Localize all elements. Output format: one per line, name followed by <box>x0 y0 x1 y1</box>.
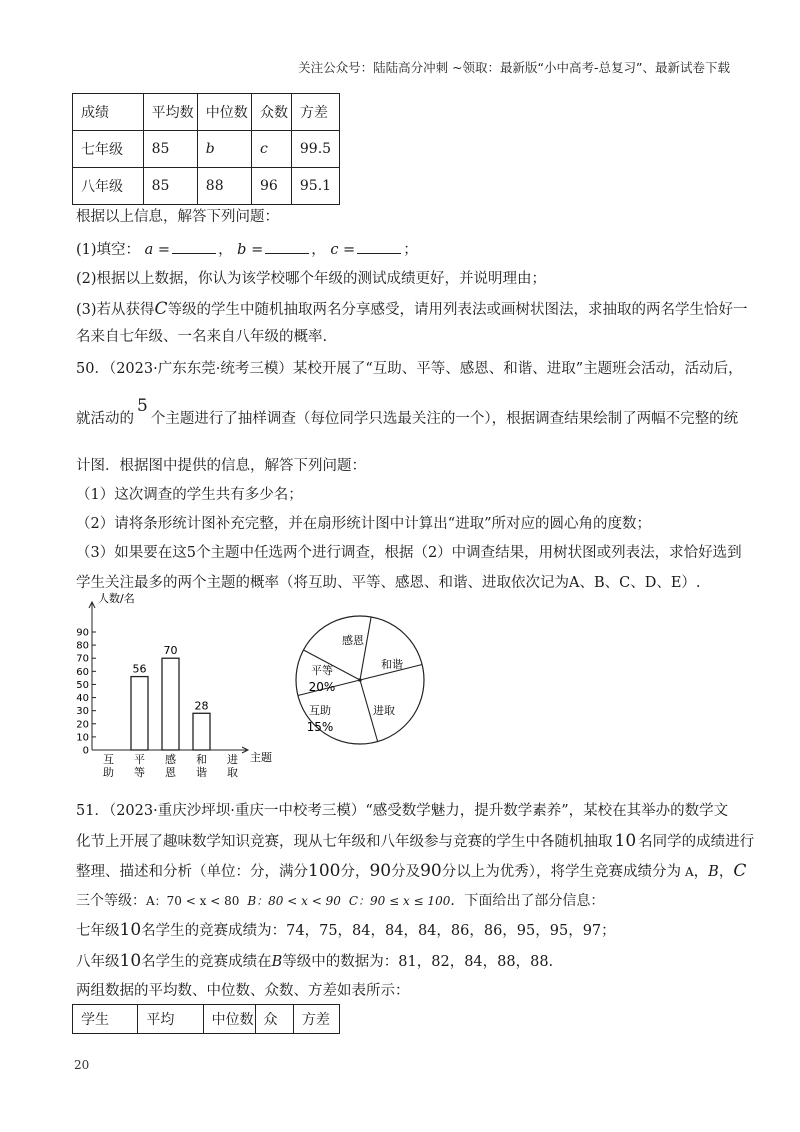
q51-line3-b: 分， <box>340 864 370 880</box>
q51-line2-b: 名同学的成绩进行 <box>638 834 755 850</box>
answer-blank-b <box>265 239 309 254</box>
table-header-row <box>73 94 340 131</box>
table-header-cell: 平均数 <box>143 94 197 131</box>
q51-line5 <box>76 920 616 941</box>
pie-slice-label: 和谐 <box>381 658 403 671</box>
q51-line4-a: 三个等级： <box>76 893 146 909</box>
q51-line3-c: 分及 <box>391 864 421 880</box>
q50-sub2: （2）请将条形统计图补充完整，并在扇形统计图中计算出“进取”所对应的圆心角的度数； <box>76 516 652 532</box>
x-category-label: 和谐 <box>196 753 207 779</box>
table-cell: 八年级 <box>73 168 144 205</box>
pie-percent-label: 20% <box>308 680 336 694</box>
bar-value-label: 70 <box>163 644 178 658</box>
q49-a-label: a = <box>144 242 171 258</box>
q49-part1-end: ； <box>403 242 418 258</box>
pie-slice-label: 互助 <box>309 704 331 717</box>
y-tick-label: 10 <box>76 732 89 744</box>
q51-line3-num3: 90 <box>420 861 442 881</box>
table-cell: 七年级 <box>73 131 144 168</box>
table-header-cell: 方差 <box>293 1005 339 1034</box>
q51-line6-a: 八年级 <box>76 954 120 970</box>
q50-line3: 计图．根据图中提供的信息，解答下列问题： <box>76 458 366 474</box>
page-header: 关注公众号：陆陆高分冲刺 ~领取：最新版“小中高考-总复习”、最新试卷下载 <box>298 60 730 75</box>
q51-line3-a: 整理、描述和分析（单位：分，满分 <box>76 864 308 880</box>
bar-value-label: 56 <box>132 662 147 676</box>
q51-grade-C: C：90 ≤ x ≤ 100 <box>348 894 451 908</box>
pie-chart <box>288 604 438 760</box>
x-category-label: 互助 <box>103 753 114 779</box>
q49-part2: (2)根据以上数据，你认为该学校哪个年级的测试成绩更好，并说明理由； <box>76 271 547 287</box>
y-tick-label: 20 <box>76 719 89 731</box>
q51-line3-B: B <box>708 864 719 880</box>
bar-chart <box>62 590 282 785</box>
bar-和谐 <box>193 713 210 750</box>
q49-b-label: b = <box>237 242 264 258</box>
q51-line6-c: 等级中的数据为：81，82，84，88，88. <box>282 954 554 970</box>
q51-line3-num2: 90 <box>369 861 392 881</box>
table-header-cell: 众数 <box>251 94 291 131</box>
q50-line2-num: 5 <box>137 396 148 416</box>
y-tick-label: 40 <box>76 693 89 705</box>
q51-line2-num: 10 <box>614 831 637 851</box>
q50-sub4: 学生关注最多的两个主题的概率（将互助、平等、感恩、和谐、进取依次记为A、B、C、D、E）. <box>76 575 701 591</box>
q51-line1: 51．（2023·重庆沙坪坝·重庆一中校考三模）“感受数学魅力，提升数学素养”，某校在其举办的数学文 <box>76 803 729 819</box>
q51-line6-B: B <box>271 954 283 970</box>
q51-line3-num1: 100 <box>308 861 341 881</box>
stats-table-1 <box>72 93 340 205</box>
table-header-row <box>73 1005 340 1034</box>
table-cell: 96 <box>251 168 291 205</box>
q50-sub1: （1）这次调查的学生共有多少名； <box>76 487 303 503</box>
q51-line7: 两组数据的平均数、中位数、众数、方差如表所示： <box>76 983 410 999</box>
y-tick-label: 60 <box>76 666 89 678</box>
pie-slice-label: 进取 <box>373 704 395 717</box>
q51-line2-a: 化节上开展了趣味数学知识竞赛，现从七年级和八年级参与竞赛的学生中各随机抽取 <box>76 834 613 850</box>
pie-slice-label: 感恩 <box>342 634 364 647</box>
q51-grade-A: A：70 < x < 80 <box>146 894 240 908</box>
bar-平等 <box>131 677 148 750</box>
x-category-label: 进取 <box>227 753 238 779</box>
q51-line6-num: 10 <box>119 951 142 971</box>
y-tick-label: 70 <box>76 653 89 665</box>
q49-part3-line2: 名来自七年级、一名来自八年级的概率. <box>76 329 328 345</box>
q49-c-label: c = <box>330 242 356 258</box>
table-cell: 88 <box>197 168 251 205</box>
q51-line3: 整理、描述和分析（单位：分，满分100分，90分及90分以上为优秀），将学生竞赛成绩分为 A，B，C <box>76 861 747 881</box>
table-cell: 85 <box>143 131 197 168</box>
table-header-cell: 众 <box>255 1005 293 1034</box>
table-row <box>73 131 340 168</box>
q50-line2 <box>76 396 739 429</box>
q51-line5-b: 名学生的竞赛成绩为：74，75，84，84，84，86，86，95，95，97； <box>141 923 616 939</box>
q50-line1: 50．（2023·广东东莞·统考三模）某校开展了“互助、平等、感恩、和谐、进取”主题班会活动，活动后， <box>76 361 743 377</box>
table-cell: c <box>251 131 291 168</box>
table-header-cell: 学生 <box>73 1005 138 1034</box>
q51-line2 <box>76 831 754 852</box>
answer-blank-a <box>172 239 216 254</box>
x-category-label: 感恩 <box>165 753 176 779</box>
bar-感恩 <box>162 658 179 750</box>
q51-line3-C: C <box>733 861 747 881</box>
q49-part1-prefix: (1)填空： <box>76 242 141 258</box>
q51-grade-B: B：80 < x < 90 <box>247 894 341 908</box>
q51-line5-num: 10 <box>119 920 142 940</box>
q49-part3-b: 等级的学生中随机抽取两名分享感受，请用列表法或画树状图法，求抽取的两名学生恰好一 <box>167 302 748 318</box>
table-row <box>73 168 340 205</box>
q51-line3-A: A <box>684 865 694 879</box>
table-cell: 95.1 <box>291 168 339 205</box>
pie-slice-label: 平等 <box>311 664 333 677</box>
table-header-cell: 成绩 <box>73 94 144 131</box>
table-header-cell: 中位数 <box>197 94 251 131</box>
y-tick-label: 80 <box>76 640 89 652</box>
q51-line4 <box>76 891 604 911</box>
y-tick-label: 90 <box>76 627 89 639</box>
q51-line4-end: ．下面给出了部分信息： <box>450 893 605 909</box>
table-cell: 85 <box>143 168 197 205</box>
y-axis-label: 人数/名 <box>98 592 135 605</box>
q50-sub3: （3）如果要在这5个主题中任选两个进行调查，根据（2）中调查结果，用树状图或列表法，求恰好选到 <box>76 545 742 561</box>
q51-line6-b: 名学生的竞赛成绩在 <box>141 954 272 970</box>
q50-line2-b: 个主题进行了抽样调查（每位同学只选最关注的一个），根据调查结果绘制了两幅不完整的统 <box>150 411 739 427</box>
q50-line2-a: 就活动的 <box>76 411 134 427</box>
pie-percent-label: 15% <box>306 720 334 734</box>
q51-line3-d: 分以上为优秀），将学生竞赛成绩分为 <box>441 864 681 880</box>
table-header-cell: 方差 <box>291 94 339 131</box>
q49-intro: 根据以上信息，解答下列问题： <box>76 209 279 225</box>
bar-value-label: 28 <box>194 699 209 713</box>
x-axis-label: 主题 <box>250 751 272 764</box>
table-cell: 99.5 <box>291 131 339 168</box>
x-category-label: 平等 <box>134 753 145 779</box>
q49-part3-c: C <box>154 299 168 319</box>
page-number: 20 <box>74 1058 90 1072</box>
q49-part3-a: (3)若从获得 <box>76 302 155 318</box>
q51-line5-a: 七年级 <box>76 923 120 939</box>
q49-part1: (1)填空： a = ， b = ， c = ； <box>76 239 418 260</box>
pie-center-dot <box>358 678 362 682</box>
y-tick-label: 30 <box>76 706 89 718</box>
table-header-cell: 平均 <box>138 1005 203 1034</box>
y-tick-label: 0 <box>82 745 89 757</box>
y-tick-label: 50 <box>76 679 89 691</box>
q51-line6 <box>76 951 553 972</box>
stats-table-2 <box>72 1004 340 1034</box>
answer-blank-c <box>357 239 401 254</box>
q49-part3 <box>76 299 748 320</box>
table-header-cell: 中位数 <box>203 1005 255 1034</box>
table-cell: b <box>197 131 251 168</box>
